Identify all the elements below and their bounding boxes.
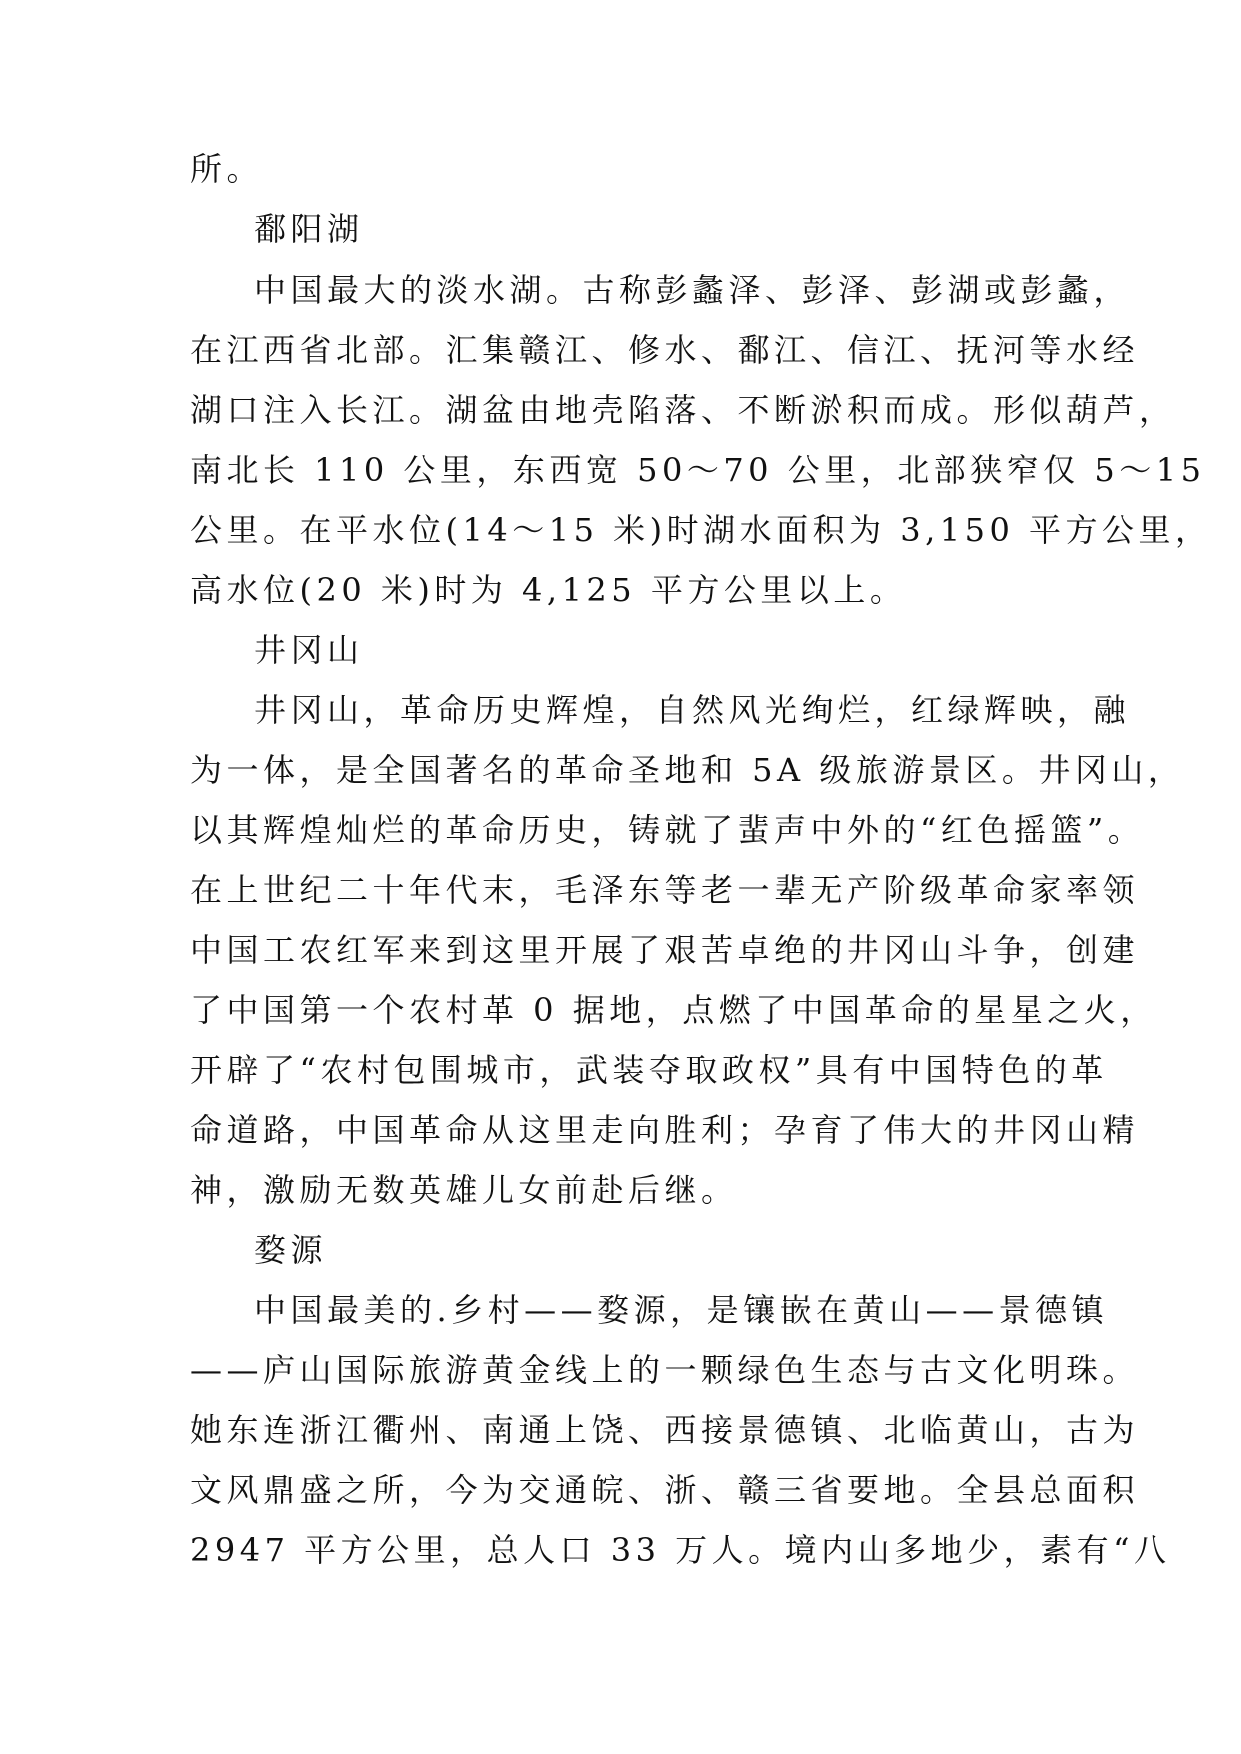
section-heading-jinggangshan: 井冈山 [254, 631, 364, 669]
paragraph-line: 在江西省北部。汇集赣江、修水、鄱江、信江、抚河等水经 [190, 331, 1140, 369]
section-heading-wuyuan: 婺源 [254, 1231, 328, 1269]
paragraph-line: 神，激励无数英雄儿女前赴后继。 [190, 1171, 738, 1209]
paragraph-line: 她东连浙江衢州、南通上饶、西接景德镇、北临黄山，古为 [190, 1411, 1140, 1449]
paragraph-line: 文风鼎盛之所，今为交通皖、浙、赣三省要地。全县总面积 [190, 1471, 1140, 1509]
paragraph-line: 中国工农红军来到这里开展了艰苦卓绝的井冈山斗争，创建 [190, 931, 1140, 969]
paragraph-line: 2947 平方公里，总人口 33 万人。境内山多地少，素有“八 [190, 1531, 1171, 1569]
paragraph-line: 井冈山，革命历史辉煌，自然风光绚烂，红绿辉映，融 [254, 691, 1131, 729]
paragraph-line: 中国最大的淡水湖。古称彭蠡泽、彭泽、彭湖或彭蠡， [254, 271, 1131, 309]
paragraph-line: 中国最美的.乡村——婺源，是镶嵌在黄山——景德镇 [254, 1291, 1109, 1329]
paragraph-line: 湖口注入长江。湖盆由地壳陷落、不断淤积而成。形似葫芦， [190, 391, 1176, 429]
paragraph-line: 开辟了“农村包围城市，武装夺取政权”具有中国特色的革 [190, 1051, 1108, 1089]
paragraph-line: 在上世纪二十年代末，毛泽东等老一辈无产阶级革命家率领 [190, 871, 1140, 909]
paragraph-line: 了中国第一个农村革 0 据地，点燃了中国革命的星星之火， [190, 991, 1157, 1029]
paragraph-line: 公里。在平水位(14～15 米)时湖水面积为 3,150 平方公里， [190, 511, 1212, 549]
paragraph-line: 为一体，是全国著名的革命圣地和 5A 级旅游景区。井冈山， [190, 751, 1185, 789]
section-heading-poyang-lake: 鄱阳湖 [254, 210, 364, 248]
paragraph-line: 命道路，中国革命从这里走向胜利；孕育了伟大的井冈山精 [190, 1111, 1140, 1149]
paragraph-line: 南北长 110 公里，东西宽 50～70 公里，北部狭窄仅 5～15 [190, 451, 1206, 489]
paragraph-line: ——庐山国际旅游黄金线上的一颗绿色生态与古文化明珠。 [190, 1351, 1140, 1389]
paragraph-line: 所。 [190, 150, 264, 188]
paragraph-line: 以其辉煌灿烂的革命历史，铸就了蜚声中外的“红色摇篮”。 [190, 811, 1145, 849]
paragraph-line: 高水位(20 米)时为 4,125 平方公里以上。 [190, 571, 907, 609]
